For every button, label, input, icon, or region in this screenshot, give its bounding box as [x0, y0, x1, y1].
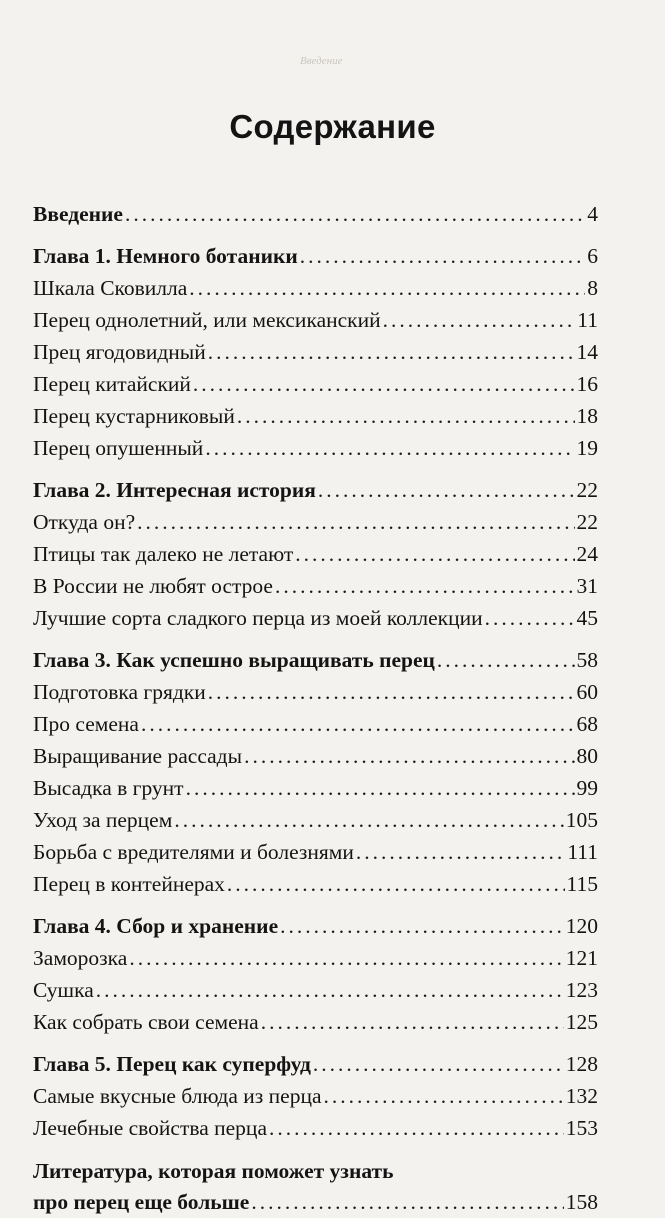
toc-chapter-5: [33, 1048, 598, 1080]
toc-entry-label: Глава 5. Перец как суперфуд: [33, 1052, 311, 1076]
toc-entry-label: Подготовка грядки: [33, 680, 206, 704]
toc-page-number: 16: [576, 372, 598, 396]
running-head-show-through: Введение: [300, 55, 343, 67]
toc-page-number: 22: [576, 478, 598, 502]
toc-leader-dots: [208, 676, 575, 708]
toc-page-number: 125: [565, 1010, 598, 1034]
toc-leader-dots: [313, 1048, 564, 1080]
toc-leader-dots: [295, 538, 574, 570]
toc-leader-dots: [96, 974, 564, 1006]
toc-entry-label: Перец кустарниковый: [33, 404, 235, 428]
toc-leader-dots: [300, 240, 585, 272]
toc-page-number: 18: [576, 404, 598, 428]
toc-entry: [33, 570, 598, 602]
toc-entry: [33, 676, 598, 708]
toc-leader-dots: [318, 474, 575, 506]
toc-leader-dots: [205, 432, 574, 464]
toc-entry-label: Самые вкусные блюда из перца: [33, 1084, 322, 1108]
toc-chapter-3: [33, 644, 598, 676]
toc-entry: [33, 432, 598, 464]
toc-entry: [33, 538, 598, 570]
toc-leader-dots: [269, 1112, 564, 1144]
toc-entry-label: Высадка в грунт: [33, 776, 184, 800]
toc-leader-dots: [251, 1186, 563, 1218]
toc-page-number: 111: [567, 840, 598, 864]
toc-page-number: 19: [576, 436, 598, 460]
toc-page-number: 99: [576, 776, 598, 800]
toc-entry: [33, 272, 598, 304]
toc-leader-dots: [275, 570, 575, 602]
toc-leader-dots: [437, 644, 575, 676]
toc-literature-entry: [33, 1156, 598, 1218]
toc-page-number: 60: [576, 680, 598, 704]
toc-page-number: 8: [587, 276, 598, 300]
toc-entry-label: Глава 4. Сбор и хранение: [33, 914, 279, 938]
toc-entry: [33, 836, 598, 868]
toc-entry-label: Про семена: [33, 712, 139, 736]
toc-leader-dots: [244, 740, 574, 772]
toc-entry-label: Выращивание рассады: [33, 744, 243, 768]
toc-entry-label-line2: про перец еще больше: [33, 1190, 250, 1214]
toc-entry: [33, 1112, 598, 1144]
toc-entry-line2: [33, 1186, 598, 1218]
toc-page-number: 153: [565, 1116, 598, 1140]
toc-leader-dots: [174, 804, 563, 836]
toc-page-number: 4: [587, 202, 598, 226]
toc-leader-dots: [208, 336, 575, 368]
toc-entry-label-line1: Литература, которая поможет узнать: [33, 1159, 394, 1183]
toc-page-number: 132: [565, 1084, 598, 1108]
toc-leader-dots: [383, 304, 576, 336]
toc-leader-dots: [280, 910, 564, 942]
toc-entry-label: Глава 1. Немного ботаники: [33, 244, 298, 268]
page-title: Содержание: [229, 108, 436, 145]
toc-entry: [33, 708, 598, 740]
toc-entry-label: Глава 2. Интересная история: [33, 478, 316, 502]
toc-entry: [33, 974, 598, 1006]
toc-leader-dots: [227, 868, 565, 900]
toc-leader-dots: [261, 1006, 564, 1038]
toc-page-number: 158: [565, 1190, 598, 1214]
toc-page-number: 58: [576, 648, 598, 672]
toc-leader-dots: [137, 506, 574, 538]
toc-entry-label: Шкала Сковилла: [33, 276, 188, 300]
toc-entry: [33, 804, 598, 836]
toc-leader-dots: [129, 942, 563, 974]
toc-entry-label: Прец ягодовидный: [33, 340, 206, 364]
toc-entry: [33, 1080, 598, 1112]
toc-chapter-4: [33, 910, 598, 942]
toc-entry-label: Сушка: [33, 978, 94, 1002]
toc-entry-intro: [33, 198, 598, 230]
toc-page-number: 105: [565, 808, 598, 832]
toc-entry-label: Борьба с вредителями и болезнями: [33, 840, 354, 864]
toc-entry: [33, 772, 598, 804]
toc-leader-dots: [237, 400, 575, 432]
table-of-contents: [33, 198, 598, 1218]
toc-entry-label: Введение: [33, 202, 123, 226]
toc-page-number: 80: [576, 744, 598, 768]
toc-entry-label: Заморозка: [33, 946, 128, 970]
toc-entry: [33, 368, 598, 400]
toc-page-number: 115: [566, 872, 598, 896]
toc-entry-label: Откуда он?: [33, 510, 136, 534]
toc-entry: [33, 942, 598, 974]
toc-page-number: 68: [576, 712, 598, 736]
toc-entry-label: Глава 3. Как успешно выращивать перец: [33, 648, 435, 672]
toc-entry: [33, 740, 598, 772]
toc-entry-label: Птицы так далеко не летают: [33, 542, 294, 566]
toc-entry-label: Перец в контейнерах: [33, 872, 225, 896]
toc-entry: [33, 304, 598, 336]
toc-leader-dots: [186, 772, 575, 804]
toc-entry-label: Как собрать свои семена: [33, 1010, 259, 1034]
toc-leader-dots: [193, 368, 575, 400]
toc-leader-dots: [189, 272, 585, 304]
toc-page-number: 128: [565, 1052, 598, 1076]
toc-entry-label: Перец китайский: [33, 372, 191, 396]
toc-entry: [33, 602, 598, 634]
toc-page-number: 11: [577, 308, 598, 332]
toc-entry-label: Перец опушенный: [33, 436, 204, 460]
toc-entry-label: Перец однолетний, или мексиканский: [33, 308, 381, 332]
toc-page-number: 31: [576, 574, 598, 598]
toc-leader-dots: [485, 602, 575, 634]
toc-page-number: 14: [576, 340, 598, 364]
toc-entry: [33, 400, 598, 432]
toc-leader-dots: [125, 198, 585, 230]
toc-page-number: 6: [587, 244, 598, 268]
toc-entry-label: Уход за перцем: [33, 808, 173, 832]
toc-leader-dots: [141, 708, 575, 740]
toc-page-number: 120: [565, 914, 598, 938]
toc-page-number: 22: [576, 510, 598, 534]
toc-page-number: 123: [565, 978, 598, 1002]
toc-entry-label: Лечебные свойства перца: [33, 1116, 267, 1140]
toc-page-number: 121: [565, 946, 598, 970]
toc-chapter-1: [33, 240, 598, 272]
toc-entry: [33, 868, 598, 900]
toc-leader-dots: [324, 1080, 564, 1112]
toc-entry: [33, 1006, 598, 1038]
toc-leader-dots: [356, 836, 565, 868]
toc-entry: [33, 336, 598, 368]
toc-page-number: 45: [576, 606, 598, 630]
toc-entry-label: Лучшие сорта сладкого перца из моей коллекции: [33, 606, 483, 630]
toc-page-number: 24: [576, 542, 598, 566]
toc-chapter-2: [33, 474, 598, 506]
toc-entry: [33, 506, 598, 538]
toc-entry-label: В России не любят острое: [33, 574, 273, 598]
